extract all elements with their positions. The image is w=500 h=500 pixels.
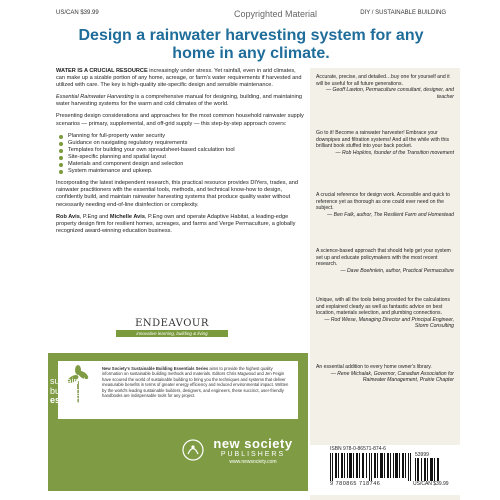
headline: Design a rainwater harvesting system for any home in any climate. <box>78 27 424 62</box>
copyright-notice: Copyrighted Material <box>234 9 318 19</box>
barcode-price: US/CAN $39.99 <box>413 481 449 487</box>
barcode-digits: 9 780865 718746 <box>330 481 381 487</box>
author-name: Rob Avis <box>56 213 80 220</box>
feature-list <box>56 133 306 176</box>
feature-item: Templates for building your own spreadsheet-based calculation tool <box>68 147 306 154</box>
barcode-addon: 53999 <box>415 452 429 458</box>
badge-line: sustainable <box>50 376 96 386</box>
review-attribution: — Dave Boehnlein, author, Practical Permaculture <box>340 267 454 274</box>
endeavour-name: ENDEAVOUR <box>135 318 209 329</box>
series-title: New Society's Sustainable Building Essentials Series <box>102 366 209 371</box>
review <box>316 74 454 100</box>
author-bio <box>56 214 306 235</box>
review-quote: A science-based approach that should help get your system set up and educate policymakers with the most recent research. <box>316 248 451 268</box>
review-attribution: — Rod Wiese, Managing Director and Principal Engineer, Storm Consulting <box>324 316 454 330</box>
intro-paragraph <box>56 68 306 89</box>
author-bio-text: , P.Eng own and operate Adaptive Habitat, a leading-edge property design firm for resilient homes, acreages, and farms and Verge Permaculture, a globally recognized award-winning education business. <box>56 213 296 234</box>
review-attribution: — Ben Falk, author, The Resilient Farm and Homestead <box>327 211 454 218</box>
publisher-logo <box>208 437 298 487</box>
top-strip <box>56 10 446 22</box>
series-badge <box>50 377 100 406</box>
description-column <box>56 68 306 240</box>
review <box>316 364 454 384</box>
publisher-name: new society <box>213 436 293 451</box>
cover-price: US/CAN $39.99 <box>56 10 99 16</box>
review-attribution: — Geoff Lawton, Permaculture consultant, designer, and teacher <box>326 87 454 100</box>
intro-text: increasingly under stress. Yet rainfall, even in arid climates, can make up a sizable portion of any home, acreage, or farm's water requirements if harvested and utilized with care. The key is high-quality site-specific design and sensible maintenance. <box>56 68 302 89</box>
book-summary-paragraph <box>56 94 306 108</box>
endeavour-logo <box>112 318 232 344</box>
badge-line: building <box>50 385 82 396</box>
review-attribution: — Rene Michalak, Governor, Canadian Association for Rainwater Management, Prairie Chapter <box>330 370 454 384</box>
category-label: DIY / SUSTAINABLE BUILDING <box>360 10 446 16</box>
reviews-column <box>310 68 460 500</box>
review <box>316 297 454 330</box>
review-quote: An essential addition to every home owner's library. <box>316 364 432 370</box>
approach-paragraph: Presenting design considerations and approaches for the most common household rainwater supply scenarios — primary, supplemental, and off-grid supply — this step-by-step approach covers: <box>56 113 304 127</box>
book-title: Essential Rainwater Harvesting <box>56 94 134 101</box>
review-quote: Go to it! Become a rainwater harvester! Embrace your downpipes and filtration systems! And all the while with this brilliant book stuffed into your back pocket. <box>316 130 450 150</box>
barcode-block <box>310 445 460 495</box>
feature-item: System maintenance and upkeep. <box>68 168 306 175</box>
author-bio-text: , P.Eng and <box>79 213 110 220</box>
publisher-emblem-icon <box>182 439 204 461</box>
publisher-url: www.newsociety.com <box>229 459 277 465</box>
research-paragraph: Incorporating the latest independent research, this practical resource provides DIYers, trades, and rainwater practitioners with the essential tools, methods, and technical know-how to design, confidently build, and maintain rainwater harvesting systems that produce quality water without necessarily needing end-of-line disinfection or complexity. <box>56 180 299 208</box>
review-quote: Unique, with all the tools being provided for the calculations and explained clearly as well as fantastic advice on best location, materials selection, and plumbing connections. <box>316 297 450 317</box>
author-name: Michelle Avis <box>109 213 145 220</box>
review <box>316 192 454 218</box>
series-description <box>102 366 292 398</box>
barcode-icon <box>330 453 412 481</box>
feature-item: Planning for full-property water security <box>68 133 306 140</box>
feature-item: Site-specific planning and spatial layout <box>68 154 306 161</box>
lead-phrase: WATER IS A CRUCIAL RESOURCE <box>56 68 148 74</box>
review-quote: Accurate, precise, and detailed…buy one for yourself and it will be useful for all future generations. <box>316 74 450 87</box>
review <box>316 248 454 274</box>
review-attribution: — Rob Hopkins, founder of the Transition movement <box>335 149 454 156</box>
publisher-sub: PUBLISHERS <box>220 451 286 458</box>
book-summary-text: is a comprehensive manual for designing, building, and maintaining water harvesting systems for the warm and cold climates of the world. <box>56 94 302 108</box>
feature-item: Guidance on navigating regulatory requirements <box>68 140 306 147</box>
endeavour-tagline: innovative learning, building & living <box>116 330 228 337</box>
series-panel <box>48 353 308 491</box>
review-quote: A crucial reference for design work. Accessible and quick to reference yet as thorough as one could ever need on the subject. <box>316 192 450 212</box>
badge-line: essentials <box>50 395 94 405</box>
review <box>316 130 454 156</box>
isbn-label: ISBN 978-0-86571-874-6 <box>330 446 386 452</box>
series-text: aims to provide the highest quality information on sustainable building methods and materials. Editors Chris Magwood and Jen Feigin have scoured the world of sustainable building to bring you the techniques and systems that deliver measurable benefits in terms of greater energy efficiency and reduced environmental impact. Written by the world's leading sustainable builders, designers, and engineers, these succinct, user-friendly handbooks are indispensable tools for any project. <box>102 366 289 399</box>
feature-item: Materials and component design and selection <box>68 161 306 168</box>
